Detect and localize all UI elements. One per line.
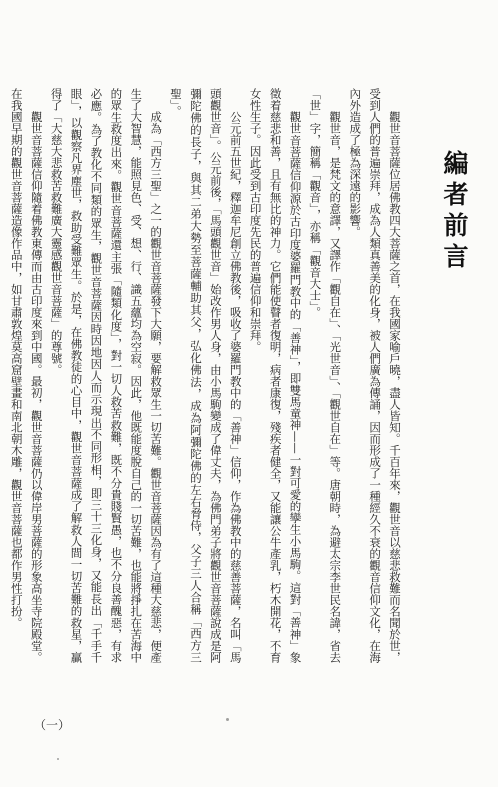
- paragraph: 觀世音，是梵文的意譯，又譯作「觀自在」、「光世音」、「觀世自在」等。唐朝時，為避太宗李世民名諱，省去「世」字，簡稱「觀音」，亦稱「觀音大士」。: [308, 88, 343, 663]
- paragraph: 公元前五世紀，釋迦牟尼創立佛教後，吸收了婆羅門教中的「善神」信仰，作為佛教中的慈善菩薩，名叫「馬頭觀世音」。公元前後，「馬頭觀世音」始改作男人身，由小馬駒變成了偉丈夫，為佛門弟子將觀世音菩薩說成是阿彌陀佛的長子，與其二弟大勢至菩薩輔助其父，弘化佛法，成為阿彌陀佛的左右脅侍，父子三人合稱「西方三聖」。: [169, 88, 243, 663]
- body-text: [9, 88, 404, 663]
- scan-speck: [57, 758, 59, 760]
- paragraph: 觀世音菩薩信仰隨着佛教東傳而由古印度來到中國。最初，觀世音菩薩仍以偉岸男菩薩的形象高坐寺院殿堂。在我國早期的觀世音菩薩造像作品中，如甘肅敦煌莫高窟壁畫和南北朝木雕，觀世音菩薩也都作男性打扮。: [9, 88, 44, 663]
- scan-speck: [226, 718, 229, 721]
- page-number: （一）: [34, 718, 71, 732]
- paragraph: 成為「西方三聖」之一的觀世音菩薩發下大願，要解救眾生一切苦難。觀世音菩薩因為有了這種大慈悲，便產生了大智慧，能照見色、受、想、行、識五蘊均為空寂。因此，他既能度脫自己的一切苦難，也能將掙扎在苦海中的眾生救度出來。觀世音菩薩還主張「隨類化度」，對一切人救苦救難，既不分貴賤賢愚，也不分良善醜惡，有求必應。為了教化不同類的眾生，觀世音菩薩因時因地因人而示現出不同形相，即三十三化身，又能長出「千手千眼」，以觀察凡界塵世，救助受難眾生。於是，在佛教徒的心目中，觀世音菩薩成了解救人間一切苦難的救星，贏得了「大慈大悲救苦救難廣大靈感觀世音菩薩」的尊號。: [49, 88, 164, 663]
- paragraph: 觀世音菩薩信仰源於古印度婆羅門教中的「善神」，即雙馬童神——一對可愛的孿生小馬駒。這對「善神」象徵着慈悲和善，且有無比的神力。它們能使瞽者復明，病者康復，殘疾者健全，又能讓公牛產乳，朽木開花，不育女性生子。因此受到古印度先民的普遍信仰和崇拜。: [248, 88, 303, 663]
- section-heading: 編者前言: [440, 150, 469, 274]
- paragraph: 觀世音菩薩位居佛教四大菩薩之首，在我國家喻戶曉，盡人皆知。千百年來，觀世音以慈悲救難而名聞於世，受到人們的普遍崇拜，成為人類真善美的化身，被人們廣為傳誦，因而形成了一種經久不衰的觀音信仰文化，在海內外造成了極為深遠的影響。: [348, 88, 402, 663]
